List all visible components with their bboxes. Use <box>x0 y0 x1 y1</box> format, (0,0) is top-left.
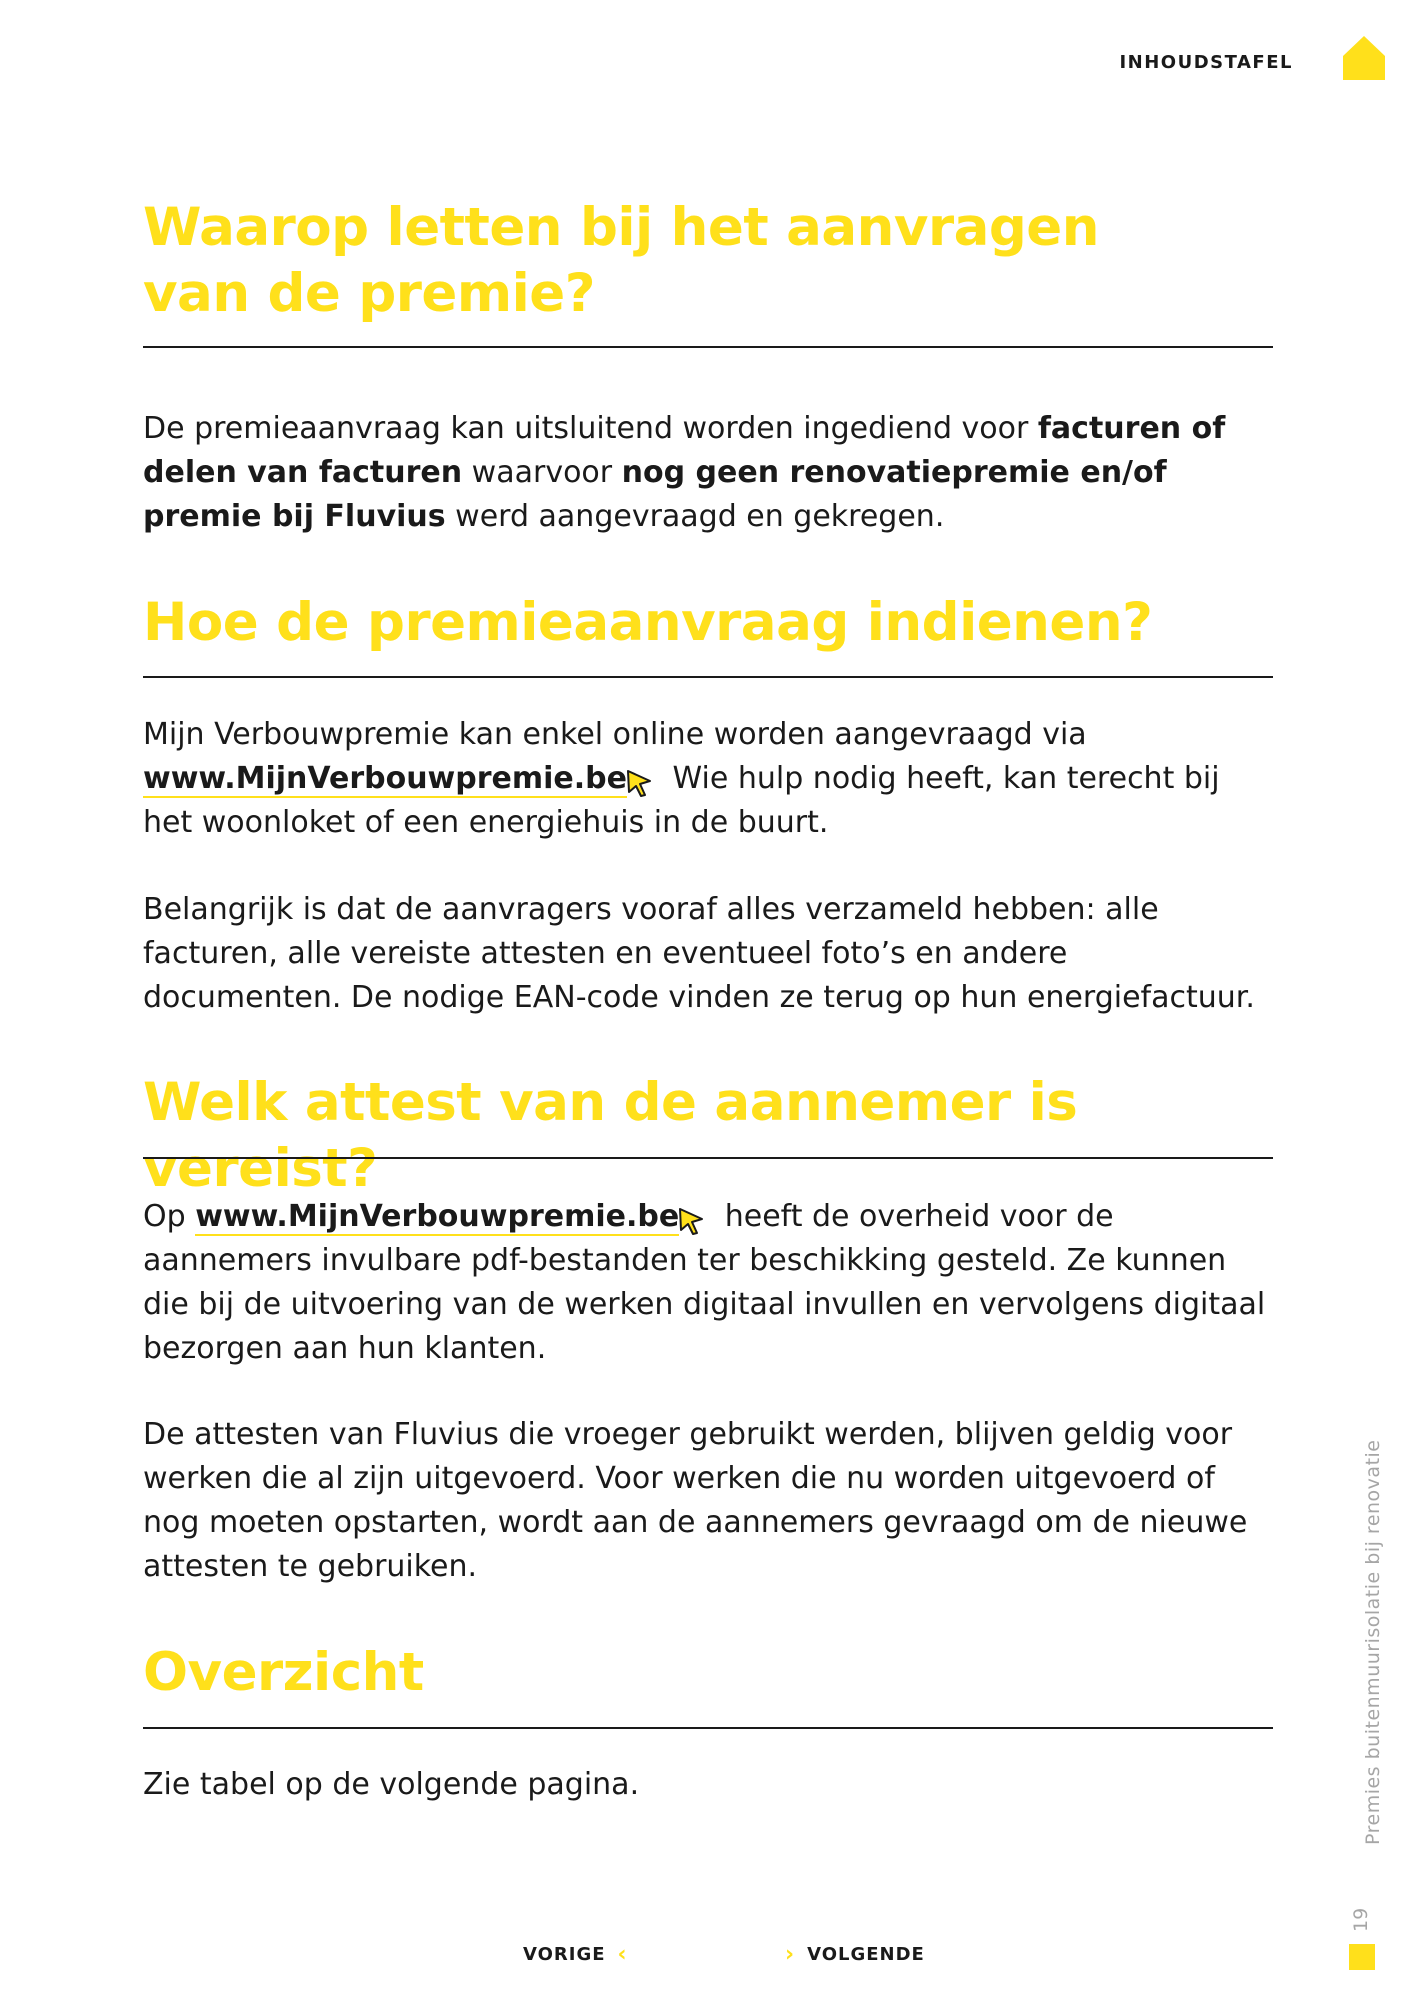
home-icon[interactable] <box>1341 34 1387 82</box>
divider <box>143 1157 1273 1159</box>
divider <box>143 346 1273 348</box>
paragraph: Mijn Verbouwpremie kan enkel online worden aangevraagd via www.MijnVerbouwpremie.be Wie hulp nodig heeft, kan terecht bij het woonloket of een energiehuis in de buurt. <box>143 717 1220 840</box>
table-of-contents-link[interactable]: INHOUDSTAFEL <box>1119 52 1293 73</box>
section-heading: Welk attest van de aannemer is vereist? <box>143 1072 1078 1199</box>
paragraph: De premieaanvraag kan uitsluitend worden ingediend voor facturen of delen van facturen waarvoor nog geen renovatiepremie en/of premie bij Fluvius werd aangevraagd en gekregen. <box>143 411 1226 534</box>
bottom-navigation <box>0 1942 1409 1972</box>
next-button[interactable] <box>785 1942 925 1967</box>
paragraph: De attesten van Fluvius die vroeger gebruikt werden, blijven geldig voor werken die al zijn uitgevoerd. Voor werken die nu worden uitgevoerd of nog moeten opstarten, wordt aan de aannemers gevraagd om de nieuwe attesten te gebruiken. <box>143 1417 1248 1584</box>
chevron-left-icon: ‹ <box>617 1942 628 1967</box>
top-navigation <box>1119 52 1293 73</box>
next-label: VOLGENDE <box>807 1944 925 1965</box>
page-number: 19 <box>1350 1907 1372 1932</box>
previous-label: VORIGE <box>523 1944 606 1965</box>
previous-button[interactable] <box>523 1942 628 1967</box>
cursor-pointer-icon <box>677 1206 707 1236</box>
paragraph: Op www.MijnVerbouwpremie.be heeft de overheid voor de aannemers invulbare pdf-bestanden ter beschikking gesteld. Ze kunnen die bij de uitvoering van de werken digitaal invullen en vervolgens digitaal bezorgen aan hun klanten. <box>143 1199 1266 1366</box>
cursor-pointer-icon <box>625 768 655 798</box>
section-heading: Hoe de premieaanvraag indienen? <box>143 592 1153 653</box>
website-link[interactable]: www.MijnVerbouwpremie.be <box>143 761 627 796</box>
section-heading: Overzicht <box>143 1642 424 1703</box>
paragraph: Zie tabel op de volgende pagina. <box>143 1767 640 1802</box>
section-premium-attention <box>143 195 1273 327</box>
divider <box>143 676 1273 678</box>
section-heading: Waarop letten bij het aanvragen van de premie? <box>143 197 1099 324</box>
website-link[interactable]: www.MijnVerbouwpremie.be <box>195 1199 680 1234</box>
chevron-right-icon: › <box>785 1942 796 1967</box>
document-title: Premies buitenmuurisolatie bij renovatie <box>1362 1439 1384 1845</box>
divider <box>143 1727 1273 1729</box>
paragraph: Belangrijk is dat de aanvragers vooraf alles verzameld hebben: alle facturen, alle vereiste attesten en eventueel foto’s en andere documenten. De nodige EAN-code vinden ze terug op hun energiefactuur. <box>143 892 1255 1015</box>
